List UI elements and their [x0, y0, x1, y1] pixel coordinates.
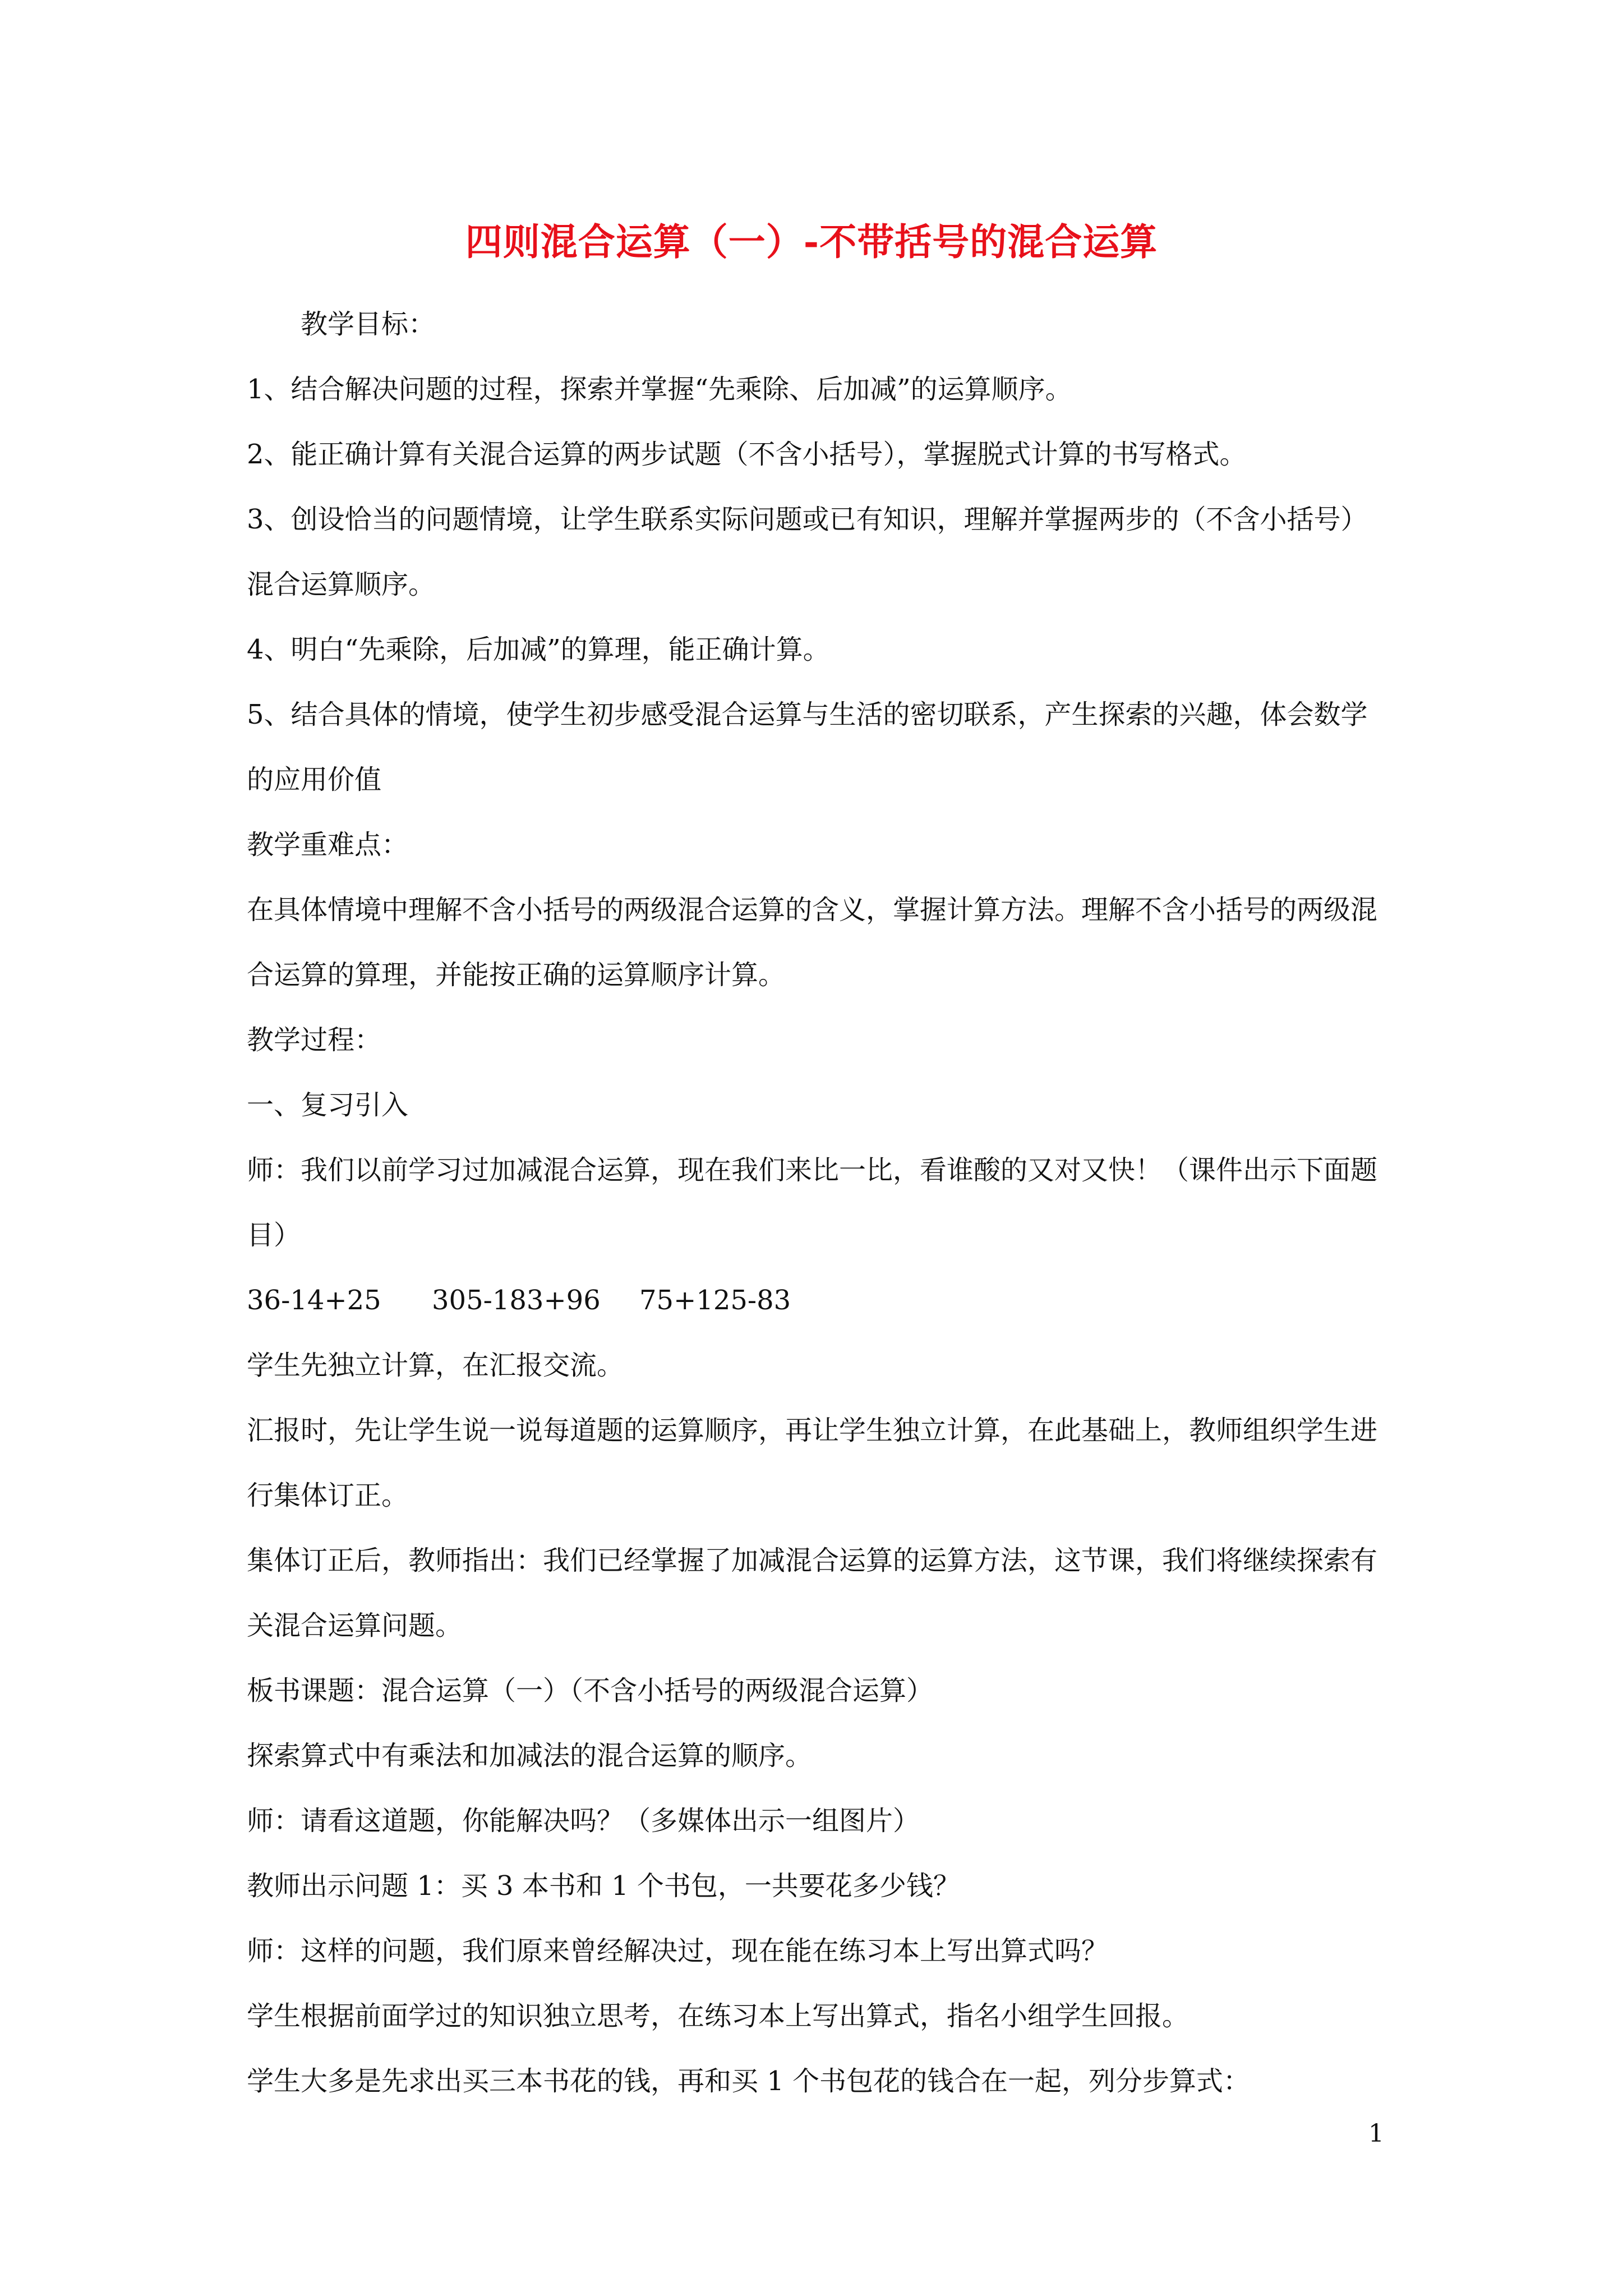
paragraph: 师：这样的问题，我们原来曾经解决过，现在能在练习本上写出算式吗？ [247, 1935, 1109, 1967]
paragraph-objectives-heading: 教学目标： [301, 309, 436, 340]
paragraph: 集体订正后，教师指出：我们已经掌握了加减混合运算的运算方法，这节课，我们将继续探索有关混合运算问题。 [247, 1545, 1378, 1641]
paragraph: 师：请看这道题，你能解决吗？（多媒体出示一组图片） [247, 1805, 920, 1837]
paragraph: 教师出示问题 1：买 3 本书和 1 个书包，一共要花多少钱？ [247, 1870, 960, 1902]
paragraph: 4、明白“先乘除，后加减”的算理，能正确计算。 [247, 634, 830, 665]
paragraph: 板书课题：混合运算（一）（不含小括号的两级混合运算） [247, 1675, 934, 1706]
paragraph: 在具体情境中理解不含小括号的两级混合运算的含义，掌握计算方法。理解不含小括号的两级混合运算的算理，并能按正确的运算顺序计算。 [247, 894, 1378, 991]
paragraph: 2、能正确计算有关混合运算的两步试题（不含小括号），掌握脱式计算的书写格式。 [247, 439, 1247, 470]
paragraph: 学生先独立计算，在汇报交流。 [247, 1350, 624, 1381]
page-number: 1 [1368, 2119, 1384, 2148]
expression: 75+125-83 [639, 1285, 791, 1316]
paragraph-process-heading: 教学过程： [247, 1024, 382, 1056]
paragraph: 学生大多是先求出买三本书花的钱，再和买 1 个书包花的钱合在一起，列分步算式： [247, 2065, 1251, 2097]
expression: 36-14+25 [247, 1285, 381, 1316]
document-body [247, 292, 1385, 2114]
expression-list [247, 1268, 1385, 1333]
paragraph-difficulties-heading: 教学重难点： [247, 829, 409, 861]
paragraph: 学生根据前面学过的知识独立思考，在练习本上写出算式，指名小组学生回报。 [247, 2000, 1189, 2032]
paragraph: 师：我们以前学习过加减混合运算，现在我们来比一比，看谁酸的又对又快！（课件出示下面题目） [247, 1154, 1378, 1251]
expression: 305-183+96 [432, 1285, 601, 1316]
paragraph: 汇报时，先让学生说一说每道题的运算顺序，再让学生独立计算，在此基础上，教师组织学生进行集体订正。 [247, 1415, 1378, 1511]
paragraph: 探索算式中有乘法和加减法的混合运算的顺序。 [247, 1740, 813, 1772]
document-title: 四则混合运算（一）-不带括号的混合运算 [465, 220, 1158, 264]
paragraph: 1、结合解决问题的过程，探索并掌握“先乘除、后加减”的运算顺序。 [247, 374, 1072, 405]
paragraph: 5、结合具体的情境，使学生初步感受混合运算与生活的密切联系，产生探索的兴趣，体会数学的应用价值 [247, 699, 1368, 795]
section-heading-review: 一、复习引入 [247, 1089, 409, 1121]
paragraph: 3、创设恰当的问题情境，让学生联系实际问题或已有知识，理解并掌握两步的（不含小括号）混合运算顺序。 [247, 504, 1368, 600]
